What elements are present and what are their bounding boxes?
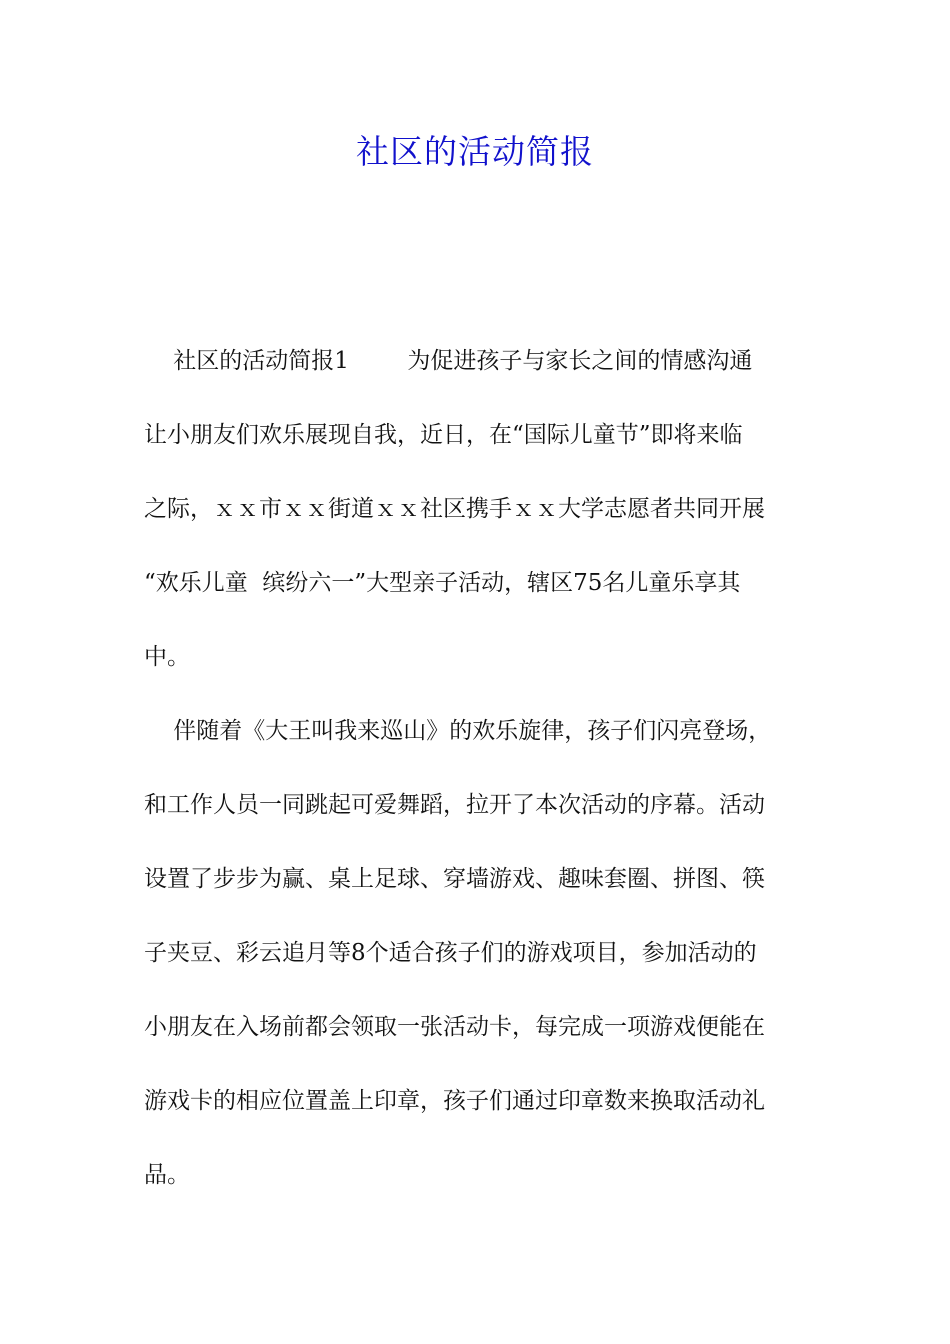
paragraph-2 — [144, 707, 816, 1199]
text-line: 游戏卡的相应位置盖上印章，孩子们通过印章数来换取活动礼 — [144, 1088, 765, 1114]
text-line: 品。 — [144, 1162, 190, 1188]
text-line: 子夹豆、彩云追月等8个适合孩子们的游戏项目，参加活动的 — [144, 940, 757, 966]
text-line: 社区的活动简报1 为促进孩子与家长之间的情感沟通 — [144, 348, 753, 374]
text-line: 小朋友在入场前都会领取一张活动卡，每完成一项游戏便能在 — [144, 1014, 765, 1040]
text-line: 设置了步步为赢、桌上足球、穿墙游戏、趣味套圈、拼图、筷 — [144, 866, 765, 892]
text-line: 和工作人员一同跳起可爱舞蹈，拉开了本次活动的序幕。活动 — [144, 792, 765, 818]
document-body — [144, 337, 816, 1199]
text-line: 伴随着《大王叫我来巡山》的欢乐旋律，孩子们闪亮登场， — [144, 718, 772, 744]
text-line: 中。 — [144, 644, 190, 670]
document-title: 社区的活动简报 — [356, 132, 594, 171]
text-line: “欢乐儿童 缤纷六一”大型亲子活动，辖区75名儿童乐享其 — [144, 570, 741, 596]
text-line: 之际，ｘｘ市ｘｘ街道ｘｘ社区携手ｘｘ大学志愿者共同开展 — [144, 496, 765, 522]
text-line: 让小朋友们欢乐展现自我，近日，在“国际儿童节”即将来临 — [144, 422, 743, 448]
paragraph-1 — [144, 337, 816, 681]
